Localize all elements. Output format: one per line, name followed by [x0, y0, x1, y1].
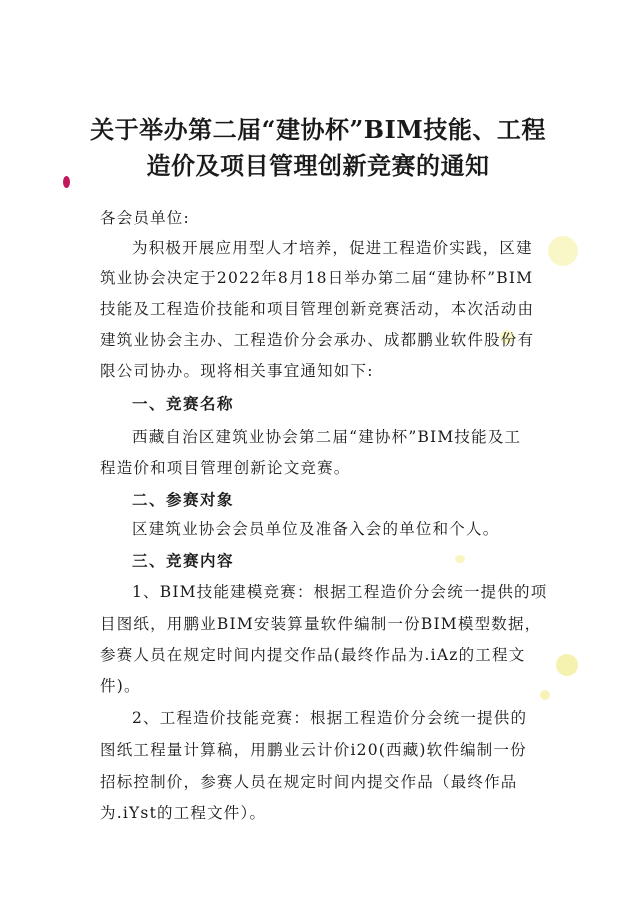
salutation: 各会员单位: — [100, 209, 190, 227]
scan-speck — [548, 236, 578, 266]
title-line: 造价及项目管理创新竞赛的通知 — [146, 151, 490, 180]
item-line: 2、工程造价技能竞赛：根据工程造价分会统一提供的 — [132, 709, 528, 727]
intro-line: 技能及工程造价技能和项目管理创新竞赛活动，本次活动由 — [100, 300, 535, 318]
notice-title — [40, 112, 596, 184]
intro-line: 为积极开展应用型人才培养，促进工程造价实践，区建 — [132, 239, 533, 257]
section-body-line: 程造价和项目管理创新论文竞赛。 — [100, 459, 351, 477]
title-line: 关于举办第二届“建协杯”BIM技能、工程 — [90, 115, 546, 144]
scan-speck — [556, 654, 578, 676]
intro-line: 筑业协会决定于2022年8月18日举办第二届“建协杯”BIM — [100, 269, 534, 287]
section-heading: 三、竞赛内容 — [132, 552, 235, 570]
section-body-line: 西藏自治区建筑业协会第二届“建协杯”BIM技能及工 — [132, 428, 522, 446]
section-body-line: 区建筑业协会会员单位及准备入会的单位和个人。 — [132, 520, 500, 538]
intro-line: 限公司协办。现将相关事宜通知如下: — [100, 362, 374, 380]
item-line: 目图纸，用鹏业BIM安装算量软件编制一份BIM模型数据， — [100, 615, 542, 633]
section-heading: 二、参赛对象 — [132, 491, 235, 509]
section-heading: 一、竞赛名称 — [132, 395, 235, 413]
item-line: 为.iYst的工程文件）。 — [100, 804, 267, 822]
item-line: 参赛人员在规定时间内提交作品(最终作品为.iAz的工程文 — [100, 646, 526, 664]
item-line: 1、BIM技能建模竞赛：根据工程造价分会统一提供的项 — [132, 583, 548, 601]
intro-line: 建筑业协会主办、工程造价分会承办、成都鹏业软件股份有 — [100, 331, 535, 349]
item-line: 图纸工程量计算稿，用鹏业云计价i20(西藏)软件编制一份 — [100, 741, 527, 759]
item-line: 件)。 — [100, 677, 141, 695]
item-line: 招标控制价，参赛人员在规定时间内提交作品（最终作品 — [100, 773, 518, 791]
